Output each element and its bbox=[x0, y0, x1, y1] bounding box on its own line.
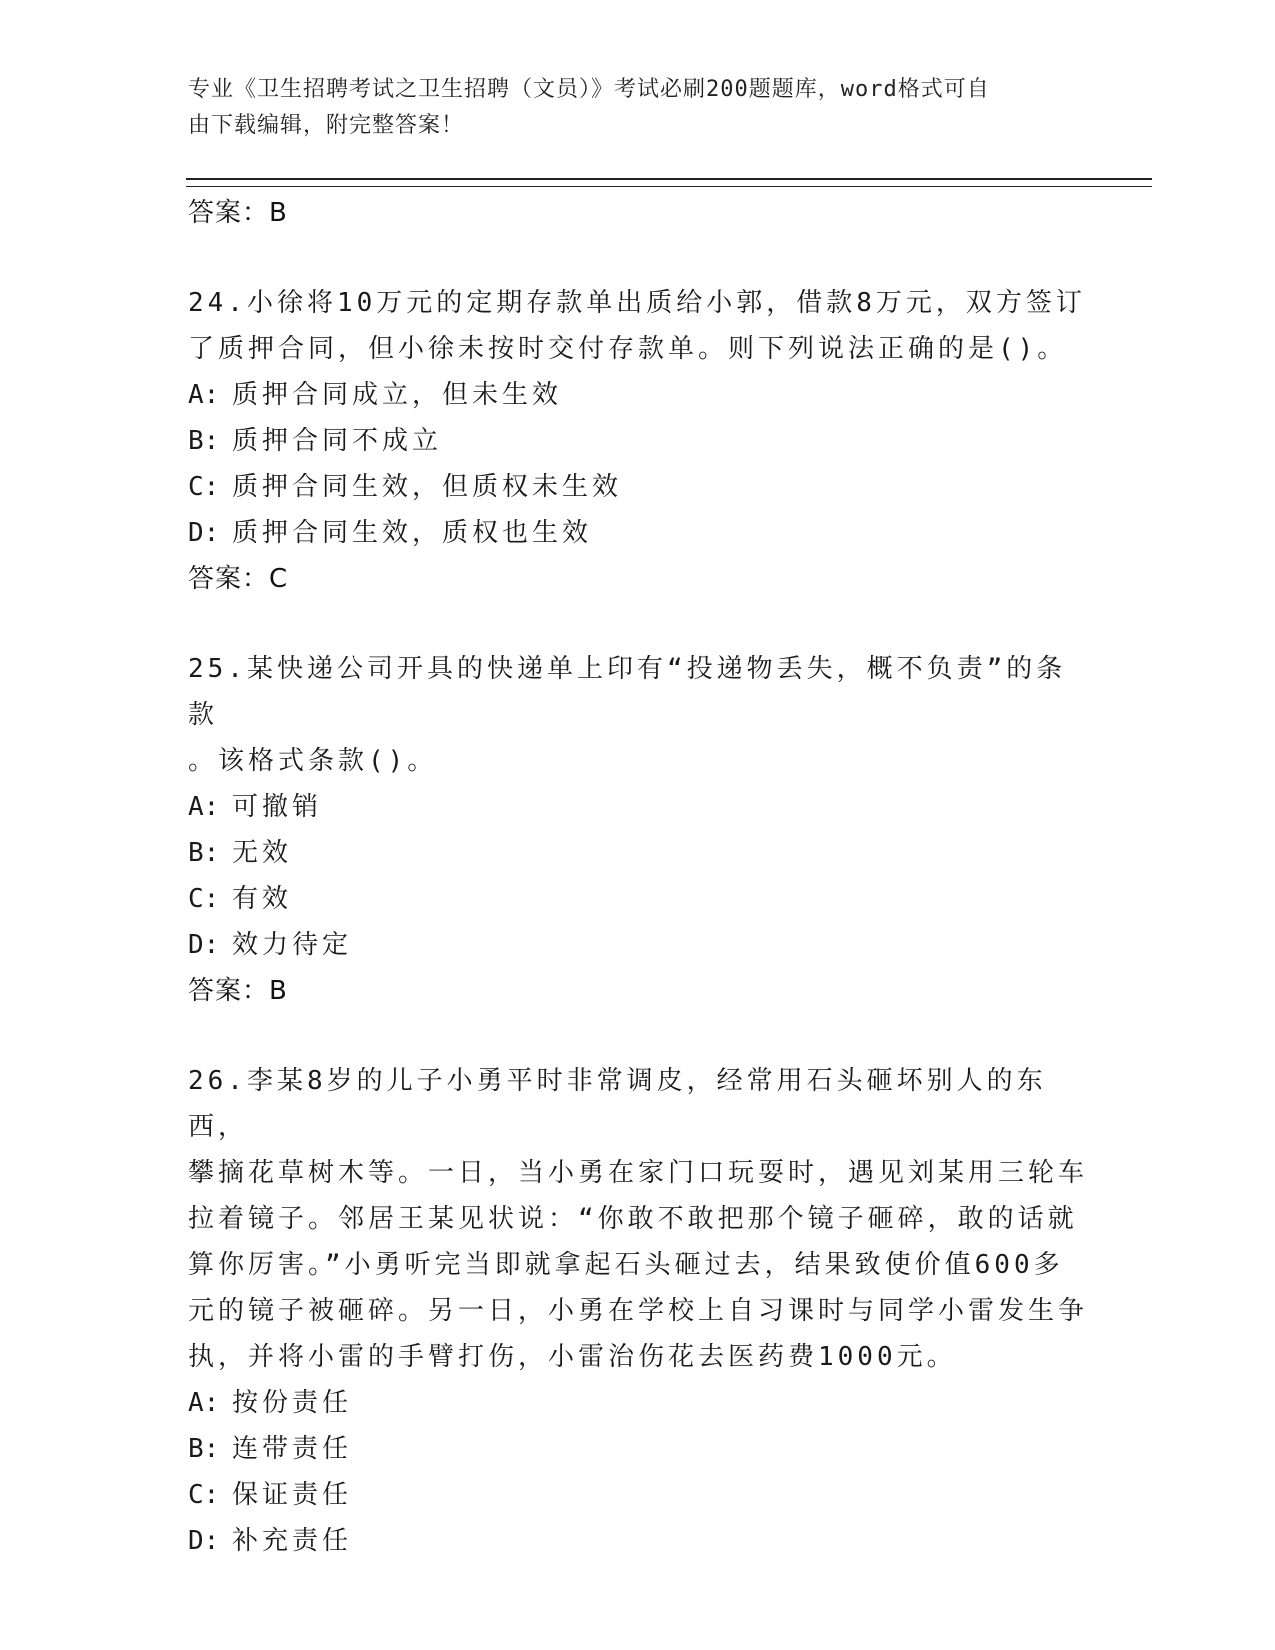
stem-line: 。该格式条款()。 bbox=[188, 746, 438, 776]
question-stem bbox=[188, 1058, 1088, 1380]
question-26 bbox=[188, 1058, 1088, 1564]
question-24 bbox=[188, 280, 1088, 602]
option-text: 效力待定 bbox=[232, 930, 353, 960]
header-line: 专业《卫生招聘考试之卫生招聘（文员）》考试必刷200题题库，word格式可自 bbox=[188, 77, 990, 102]
stem-line: 攀摘花草树木等。一日，当小勇在家门口玩耍时，遇见刘某用三轮车 bbox=[188, 1158, 1089, 1188]
option-c bbox=[188, 1472, 1088, 1518]
stem-line: 拉着镜子。邻居王某见状说：“你敢不敢把那个镜子砸碎，敢的话就 bbox=[188, 1204, 1078, 1234]
option-b bbox=[188, 418, 1088, 464]
option-letter: C: bbox=[188, 1480, 220, 1510]
option-text: 质押合同生效，质权也生效 bbox=[232, 518, 593, 548]
option-letter: C: bbox=[188, 472, 220, 502]
option-b bbox=[188, 1426, 1088, 1472]
stem-line: 24.小徐将10万元的定期存款单出质给小郭，借款8万元，双方签订 bbox=[188, 288, 1086, 318]
question-stem bbox=[188, 280, 1088, 372]
header-divider bbox=[186, 178, 1152, 187]
stem-line: 25.某快递公司开具的快递单上印有“投递物丢失，概不负责”的条款 bbox=[188, 654, 1067, 730]
option-b bbox=[188, 830, 1088, 876]
header-line: 由下载编辑，附完整答案！ bbox=[188, 113, 465, 138]
option-d bbox=[188, 1518, 1088, 1564]
option-text: 按份责任 bbox=[232, 1388, 353, 1418]
option-a bbox=[188, 784, 1088, 830]
option-text: 可撤销 bbox=[232, 792, 323, 822]
stem-line: 算你厉害。”小勇听完当即就拿起石头砸过去，结果致使价值600多 bbox=[188, 1250, 1064, 1280]
option-text: 无效 bbox=[232, 838, 293, 868]
option-text: 补充责任 bbox=[232, 1526, 353, 1556]
option-d bbox=[188, 922, 1088, 968]
question-stem bbox=[188, 646, 1088, 784]
option-a bbox=[188, 372, 1088, 418]
option-letter: A: bbox=[188, 1388, 220, 1418]
option-letter: D: bbox=[188, 518, 220, 548]
question-25 bbox=[188, 646, 1088, 1014]
option-text: 有效 bbox=[232, 884, 293, 914]
option-letter: D: bbox=[188, 1526, 220, 1556]
option-c bbox=[188, 876, 1088, 922]
option-letter: A: bbox=[188, 380, 220, 410]
option-a bbox=[188, 1380, 1088, 1426]
option-text: 保证责任 bbox=[232, 1480, 353, 1510]
document-body bbox=[188, 190, 1088, 1564]
option-letter: B: bbox=[188, 426, 220, 456]
page-header bbox=[188, 72, 1068, 144]
option-text: 质押合同不成立 bbox=[232, 426, 443, 456]
option-letter: B: bbox=[188, 838, 220, 868]
option-text: 质押合同成立，但未生效 bbox=[232, 380, 563, 410]
stem-line: 执，并将小雷的手臂打伤，小雷治伤花去医药费1000元。 bbox=[188, 1342, 957, 1372]
answer-line: 答案：C bbox=[188, 564, 289, 594]
option-letter: C: bbox=[188, 884, 220, 914]
option-text: 连带责任 bbox=[232, 1434, 353, 1464]
stem-line: 26.李某8岁的儿子小勇平时非常调皮，经常用石头砸坏别人的东西， bbox=[188, 1066, 1047, 1142]
option-c bbox=[188, 464, 1088, 510]
answer-line: 答案：B bbox=[188, 198, 288, 228]
option-letter: D: bbox=[188, 930, 220, 960]
answer-line: 答案：B bbox=[188, 976, 288, 1006]
option-letter: A: bbox=[188, 792, 220, 822]
stem-line: 了质押合同，但小徐未按时交付存款单。则下列说法正确的是()。 bbox=[188, 334, 1068, 364]
option-letter: B: bbox=[188, 1434, 220, 1464]
option-text: 质押合同生效，但质权未生效 bbox=[232, 472, 623, 502]
option-d bbox=[188, 510, 1088, 556]
stem-line: 元的镜子被砸碎。另一日，小勇在学校上自习课时与同学小雷发生争 bbox=[188, 1296, 1089, 1326]
